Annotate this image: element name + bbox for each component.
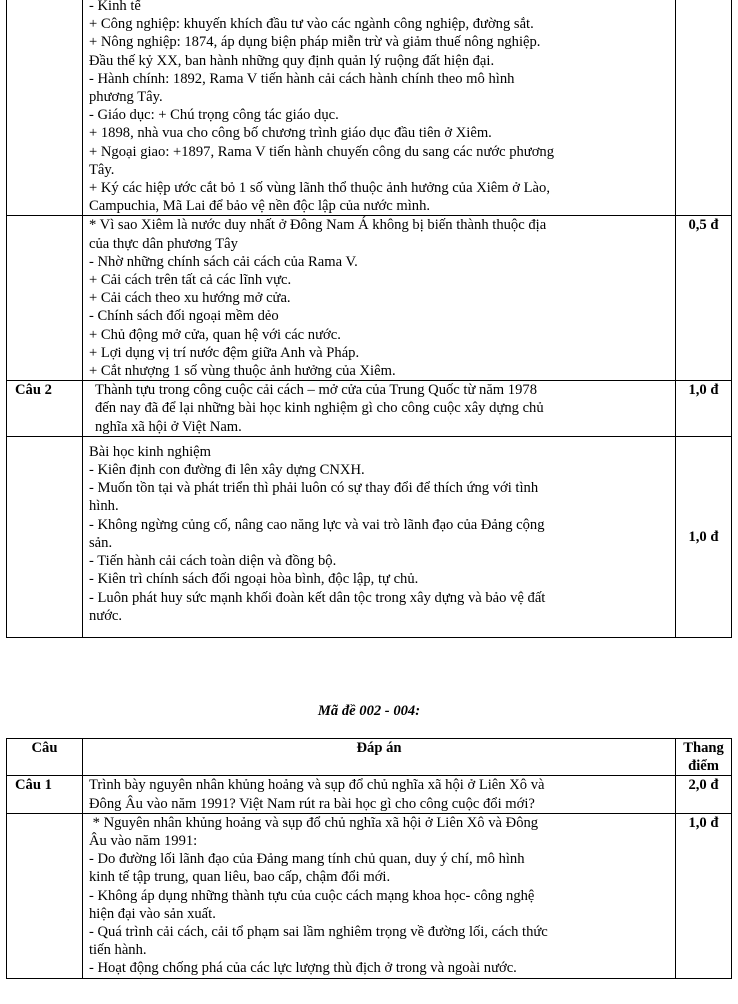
content-line: - Muốn tồn tại và phát triển thì phải luôn có sự thay đổi để thích ứng với tình bbox=[89, 480, 539, 497]
content-line: đến nay đã để lại những bài học kinh nghiệm gì cho công cuộc xây dựng chủ bbox=[95, 400, 544, 417]
content-line: - Giáo dục: + Chú trọng công tác giáo dục. bbox=[89, 107, 339, 124]
content-line: Thành tựu trong công cuộc cải cách – mở cửa của Trung Quốc từ năm 1978 bbox=[95, 382, 537, 399]
answer-table-2 bbox=[6, 738, 732, 979]
score-cell: 0,5 đ bbox=[676, 216, 732, 381]
content-line: + Nông nghiệp: 1874, áp dụng biện pháp miễn trừ và giảm thuế nông nghiệp. bbox=[89, 34, 541, 51]
header-diem-line: Thang bbox=[683, 740, 724, 756]
content-line: - Luôn phát huy sức mạnh khối đoàn kết dân tộc trong xây dựng và bảo vệ đất bbox=[89, 589, 546, 606]
content-line: - Kiên định con đường đi lên xây dựng CNXH. bbox=[89, 462, 365, 479]
content-cell bbox=[83, 776, 676, 813]
content-line: - Không ngừng củng cố, nâng cao năng lực và vai trò lãnh đạo của Đảng cộng bbox=[89, 516, 545, 533]
content-line: * Nguyên nhân khủng hoảng và sụp đổ chủ nghĩa xã hội ở Liên Xô và Đông bbox=[89, 814, 539, 831]
content-cell bbox=[83, 0, 676, 216]
header-cau: Câu bbox=[7, 739, 83, 776]
content-line: - Chính sách đối ngoại mềm dẻo bbox=[89, 308, 279, 325]
content-line: hiện đại vào sản xuất. bbox=[89, 905, 216, 922]
score-cell: 1,0 đ bbox=[676, 813, 732, 978]
score-cell: 1,0 đ bbox=[676, 436, 732, 637]
content-line: + Ngoại giao: +1897, Rama V tiến hành chuyến công du sang các nước phương bbox=[89, 143, 555, 160]
score-cell bbox=[676, 0, 732, 216]
cau-cell bbox=[7, 216, 83, 381]
cau-cell bbox=[7, 813, 83, 978]
content-line: kinh tế tập trung, quan liêu, bao cấp, chậm đổi mới. bbox=[89, 869, 391, 886]
table-row bbox=[7, 381, 732, 437]
content-line: * Vì sao Xiêm là nước duy nhất ở Đông Nam Á không bị biến thành thuộc địa bbox=[89, 217, 547, 234]
content-line: của thực dân phương Tây bbox=[89, 235, 238, 252]
content-line: - Kiên trì chính sách đối ngoại hòa bình, độc lập, tự chủ. bbox=[89, 571, 419, 588]
content-cell bbox=[83, 381, 676, 437]
content-line: nghĩa xã hội ở Việt Nam. bbox=[95, 418, 242, 435]
content-line: - Hành chính: 1892, Rama V tiến hành cải cách hành chính theo mô hình bbox=[89, 70, 515, 87]
content-line: - Hoạt động chống phá của các lực lượng thù địch ở trong và ngoài nước. bbox=[89, 960, 517, 977]
content-line: Trình bày nguyên nhân khủng hoảng và sụp đổ chủ nghĩa xã hội ở Liên Xô và bbox=[89, 777, 545, 794]
table-row bbox=[7, 813, 732, 978]
content-line: - Quá trình cải cách, cải tổ phạm sai lầm nghiêm trọng về đường lối, cách thức bbox=[89, 924, 548, 941]
content-line: - Kinh tế bbox=[89, 0, 141, 14]
content-line: sản. bbox=[89, 534, 113, 551]
content-line: - Do đường lối lãnh đạo của Đảng mang tính chủ quan, duy ý chí, mô hình bbox=[89, 851, 525, 868]
content-line: phương Tây. bbox=[89, 89, 163, 106]
content-line: - Nhờ những chính sách cải cách của Rama V. bbox=[89, 253, 358, 270]
header-diem bbox=[676, 739, 732, 776]
table-header-row bbox=[7, 739, 732, 776]
content-line: - Không áp dụng những thành tựu của cuộc cách mạng khoa học- công nghệ bbox=[89, 887, 535, 904]
content-line: Đông Âu vào năm 1991? Việt Nam rút ra bài học gì cho công cuộc đổi mới? bbox=[89, 795, 535, 812]
content-line: + Ký các hiệp ước cắt bỏ 1 số vùng lãnh thổ thuộc ảnh hưởng của Xiêm ở Lào, bbox=[89, 180, 550, 197]
answer-table-1 bbox=[6, 0, 732, 638]
cau-cell bbox=[7, 436, 83, 637]
content-line: hình. bbox=[89, 498, 119, 515]
content-line: Âu vào năm 1991: bbox=[89, 833, 198, 850]
content-line: + Công nghiệp: khuyến khích đầu tư vào các ngành công nghiệp, đường sắt. bbox=[89, 16, 534, 33]
table-row bbox=[7, 776, 732, 813]
content-line: tiến hành. bbox=[89, 942, 147, 959]
content-line: + Lợi dụng vị trí nước đệm giữa Anh và Pháp. bbox=[89, 344, 360, 361]
table-row bbox=[7, 436, 732, 637]
table-row bbox=[7, 216, 732, 381]
content-line: + Cải cách trên tất cả các lĩnh vực. bbox=[89, 272, 292, 289]
content-line: Bài học kinh nghiệm bbox=[89, 443, 212, 460]
content-line: + Chủ động mở cửa, quan hệ với các nước. bbox=[89, 326, 341, 343]
cau-cell: Câu 1 bbox=[7, 776, 83, 813]
header-dapan: Đáp án bbox=[83, 739, 676, 776]
content-cell bbox=[83, 436, 676, 637]
content-cell bbox=[83, 216, 676, 381]
content-line: + Cải cách theo xu hướng mở cửa. bbox=[89, 290, 291, 307]
content-line: + 1898, nhà vua cho công bố chương trình giáo dục đầu tiên ở Xiêm. bbox=[89, 125, 492, 142]
content-cell bbox=[83, 813, 676, 978]
table-row bbox=[7, 0, 732, 216]
header-diem-line: điểm bbox=[688, 758, 719, 775]
content-line: nước. bbox=[89, 607, 123, 624]
content-line: Đầu thế kỷ XX, ban hành những quy định quản lý ruộng đất hiện đại. bbox=[89, 52, 495, 69]
cau-cell bbox=[7, 0, 83, 216]
content-line: Campuchia, Mã Lai để bảo vệ nền độc lập của nước mình. bbox=[89, 198, 431, 215]
content-line: Tây. bbox=[89, 161, 115, 178]
content-line: - Tiến hành cải cách toàn diện và đồng bộ. bbox=[89, 553, 337, 570]
section-title: Mã đề 002 - 004: bbox=[317, 703, 421, 719]
score-cell: 2,0 đ bbox=[676, 776, 732, 813]
content-line: + Cắt nhượng 1 số vùng thuộc ảnh hưởng của Xiêm. bbox=[89, 363, 396, 380]
score-cell: 1,0 đ bbox=[676, 381, 732, 437]
cau-cell: Câu 2 bbox=[7, 381, 83, 437]
